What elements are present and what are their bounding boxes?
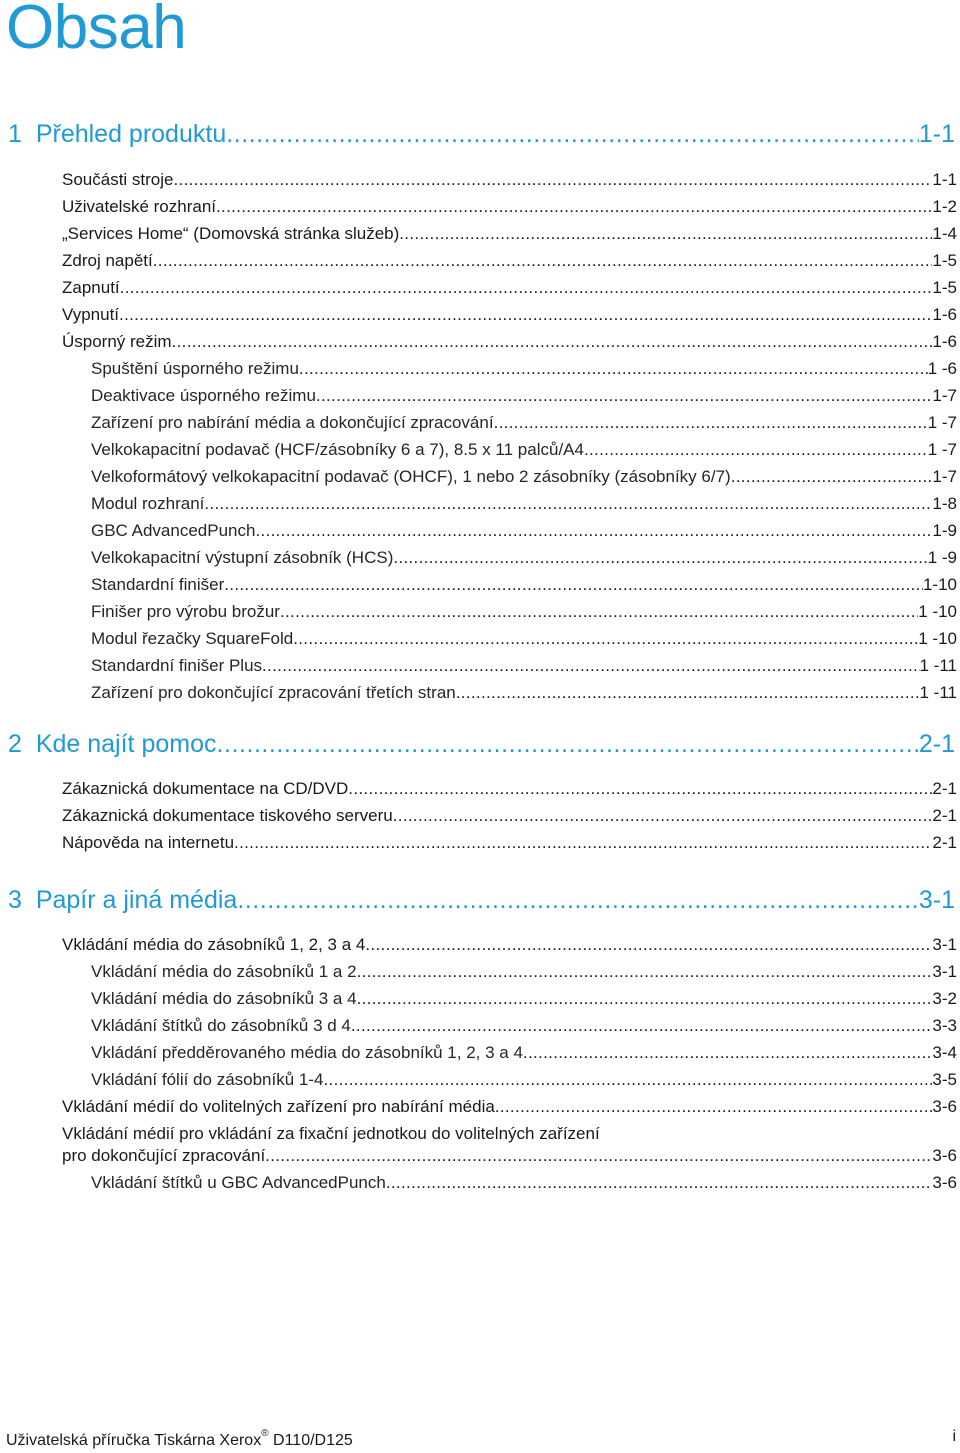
toc-item-page: 3-6 xyxy=(932,1146,957,1165)
leader-dots xyxy=(393,806,933,826)
leader-dots xyxy=(216,197,932,217)
leader-dots xyxy=(265,1146,932,1166)
toc-item-label: Vkládání médií do volitelných zařízení pro nabírání média xyxy=(62,1097,495,1116)
toc-item[interactable] xyxy=(62,197,957,219)
toc-subitem[interactable] xyxy=(91,1016,957,1038)
toc-subitem[interactable] xyxy=(91,467,957,489)
toc-item-label: Zákaznická dokumentace tiskového serveru xyxy=(62,806,393,825)
toc-item-page: 1-2 xyxy=(932,197,957,216)
toc-item-page: 1-5 xyxy=(932,278,957,297)
toc-item[interactable] xyxy=(62,224,957,246)
chapter-page: 1-1 xyxy=(918,120,955,148)
leader-dots xyxy=(262,656,919,676)
toc-item-label: Vkládání štítků do zásobníků 3 d 4 xyxy=(91,1016,351,1035)
toc-subitem[interactable] xyxy=(91,494,957,516)
toc-item-page: 1-4 xyxy=(932,224,957,243)
toc-item[interactable] xyxy=(62,170,957,192)
leader-dots xyxy=(399,224,932,244)
toc-subitem[interactable] xyxy=(91,359,957,381)
toc-item-page: 1 -10 xyxy=(918,602,957,621)
leader-dots xyxy=(234,833,932,853)
toc-item-page: 1-1 xyxy=(932,170,957,189)
toc-subitem[interactable] xyxy=(91,521,957,543)
toc-item-page: 1 -11 xyxy=(919,656,957,675)
toc-item-page: 1 -9 xyxy=(927,548,957,567)
leader-dots xyxy=(351,1016,933,1036)
chapter-page: 3-1 xyxy=(918,886,955,914)
chapter-label: 1 Přehled produktu xyxy=(8,120,227,148)
toc-item-label: Vkládání média do zásobníků 1 a 2 xyxy=(91,962,357,981)
toc-subitem[interactable] xyxy=(91,602,957,624)
toc-item-label: Standardní finišer Plus xyxy=(91,656,263,675)
leader-dots xyxy=(224,575,923,595)
toc-item-label: Vkládání štítků u GBC AdvancedPunch xyxy=(91,1173,386,1192)
toc-item[interactable] xyxy=(62,305,957,327)
toc-item-label: Modul rozhraní xyxy=(91,494,205,513)
toc-subitem[interactable] xyxy=(91,575,957,597)
leader-dots xyxy=(365,935,932,955)
leader-dots xyxy=(255,521,932,541)
footer-model: D110/D125 xyxy=(273,1432,353,1449)
toc-item-label: Vkládání média do zásobníků 3 a 4 xyxy=(91,989,357,1008)
toc-item-page: 1-7 xyxy=(932,386,957,405)
toc-item-page: 1-7 xyxy=(932,467,957,486)
toc-subitem[interactable] xyxy=(91,629,957,651)
toc-subitem[interactable] xyxy=(91,1043,957,1065)
toc-item-page: 1-9 xyxy=(932,521,957,540)
toc-chapter-3[interactable] xyxy=(8,886,955,916)
toc-item-label: GBC AdvancedPunch xyxy=(91,521,256,540)
chapter-label: 2 Kde najít pomoc xyxy=(8,730,217,758)
toc-item-label: Vypnutí xyxy=(62,305,120,324)
toc-item-label: Standardní finišer xyxy=(91,575,225,594)
toc-item-label: Spuštění úsporného režimu xyxy=(91,359,299,378)
leader-dots xyxy=(174,170,933,190)
page-footer xyxy=(6,1428,353,1450)
leader-dots xyxy=(237,886,919,915)
leader-dots xyxy=(280,602,918,622)
toc-item[interactable] xyxy=(62,278,957,300)
toc-subitem[interactable] xyxy=(91,440,957,462)
toc-item-page: 1-10 xyxy=(922,575,957,594)
toc-subitem[interactable] xyxy=(91,989,957,1011)
toc-item-page: 1-6 xyxy=(932,332,957,351)
toc-item-page: 1 -11 xyxy=(919,683,957,702)
toc-item-page: 1 -10 xyxy=(918,629,957,648)
toc-item-page: 1-6 xyxy=(932,305,957,324)
leader-dots xyxy=(357,962,933,982)
toc-item[interactable] xyxy=(62,251,957,273)
toc-item-label: Finišer pro výrobu brožur xyxy=(91,602,280,621)
toc-item-label: Vkládání fólií do zásobníků 1-4 xyxy=(91,1070,324,1089)
toc-item[interactable] xyxy=(62,332,957,354)
leader-dots xyxy=(357,989,933,1009)
toc-item-label: Zařízení pro nabírání média a dokončující zpracování xyxy=(91,413,494,432)
leader-dots xyxy=(393,548,927,568)
leader-dots xyxy=(584,440,928,460)
footer-title: Uživatelská příručka Tiskárna Xerox xyxy=(6,1432,262,1449)
leader-dots xyxy=(523,1043,933,1063)
footer-page-number: i xyxy=(952,1428,956,1445)
toc-subitem[interactable] xyxy=(91,1070,957,1092)
toc-item[interactable] xyxy=(62,833,957,855)
toc-item-label: „Services Home“ (Domovská stránka služeb) xyxy=(62,224,400,243)
toc-item-label: Velkokapacitní výstupní zásobník (HCS) xyxy=(91,548,394,567)
toc-item-label: Součásti stroje xyxy=(62,170,174,189)
toc-item-page: 3-3 xyxy=(932,1016,957,1035)
leader-dots xyxy=(120,278,933,298)
leader-dots xyxy=(731,467,933,487)
leader-dots xyxy=(172,332,933,352)
leader-dots xyxy=(153,251,933,271)
chapter-label: 3 Papír a jiná média xyxy=(8,886,238,914)
leader-dots xyxy=(204,494,932,514)
toc-item-page: 1 -7 xyxy=(927,413,957,432)
leader-dots xyxy=(323,1070,932,1090)
leader-dots xyxy=(316,386,933,406)
toc-item-page: 3-4 xyxy=(932,1043,957,1062)
toc-item-label: Zapnutí xyxy=(62,278,120,297)
leader-dots xyxy=(299,359,928,379)
leader-dots xyxy=(456,683,920,703)
toc-item-label: Nápověda na internetu xyxy=(62,833,235,852)
toc-item-label: Deaktivace úsporného režimu xyxy=(91,386,316,405)
toc-item-label: Velkoformátový velkokapacitní podavač (OHCF), 1 nebo 2 zásobníky (zásobníky 6/7) xyxy=(91,467,731,486)
toc-item-page: 1-8 xyxy=(932,494,957,513)
toc-item-page: 2-1 xyxy=(932,779,957,798)
toc-subitem[interactable] xyxy=(91,1173,957,1195)
toc-item-label: Zařízení pro dokončující zpracování třetích stran xyxy=(91,683,456,702)
toc-item-page: 3-6 xyxy=(932,1097,957,1116)
toc-item-page: 3-1 xyxy=(932,935,957,954)
toc-item-page: 3-5 xyxy=(932,1070,957,1089)
leader-dots xyxy=(293,629,918,649)
toc-item-page: 2-1 xyxy=(932,833,957,852)
toc-subitem[interactable] xyxy=(91,656,957,678)
toc-item[interactable] xyxy=(62,806,957,828)
toc-item-label: Uživatelské rozhraní xyxy=(62,197,217,216)
chapter-page: 2-1 xyxy=(918,730,955,758)
toc-item-page: 3-6 xyxy=(932,1173,957,1192)
toc-item[interactable] xyxy=(62,1097,957,1119)
leader-dots xyxy=(386,1173,933,1193)
registered-mark: ® xyxy=(261,1428,269,1439)
toc-item-label: Zdroj napětí xyxy=(62,251,153,270)
leader-dots xyxy=(119,305,932,325)
toc-item[interactable] xyxy=(62,779,957,801)
page-title: Obsah xyxy=(6,0,187,62)
toc-item-label-line1[interactable]: Vkládání médií pro vkládání za fixační jednotkou do volitelných zařízení xyxy=(62,1124,600,1143)
toc-item-label: Vkládání média do zásobníků 1, 2, 3 a 4 xyxy=(62,935,366,954)
leader-dots xyxy=(495,1097,933,1117)
toc-chapter-1[interactable] xyxy=(8,120,955,150)
toc-subitem[interactable] xyxy=(91,962,957,984)
leader-dots xyxy=(216,730,918,759)
toc-subitem[interactable] xyxy=(91,683,957,705)
toc-item-page: 1 -6 xyxy=(927,359,957,378)
toc-item-page: 3-2 xyxy=(932,989,957,1008)
leader-dots xyxy=(494,413,928,433)
toc-item-page: 3-1 xyxy=(932,962,957,981)
toc-item[interactable] xyxy=(62,1146,957,1168)
toc-item[interactable] xyxy=(62,935,957,957)
toc-item-page: 1-5 xyxy=(932,251,957,270)
toc-item-label: Vkládání předděrovaného média do zásobníků 1, 2, 3 a 4 xyxy=(91,1043,523,1062)
toc-item-label: Modul řezačky SquareFold xyxy=(91,629,294,648)
leader-dots xyxy=(348,779,932,799)
toc-item-label: Úsporný režim xyxy=(62,332,172,351)
toc-item-label: Zákaznická dokumentace na CD/DVD xyxy=(62,779,349,798)
toc-item-page: 2-1 xyxy=(932,806,957,825)
toc-subitem[interactable] xyxy=(91,386,957,408)
toc-item-page: 1 -7 xyxy=(927,440,957,459)
toc-item-label: Velkokapacitní podavač (HCF/zásobníky 6 a 7), 8.5 x 11 palců/A4 xyxy=(91,440,584,459)
toc-chapter-2[interactable] xyxy=(8,730,955,760)
toc-subitem[interactable] xyxy=(91,413,957,435)
toc-subitem[interactable] xyxy=(91,548,957,570)
leader-dots xyxy=(226,120,919,149)
toc-item-label: pro dokončující zpracování xyxy=(62,1146,266,1165)
